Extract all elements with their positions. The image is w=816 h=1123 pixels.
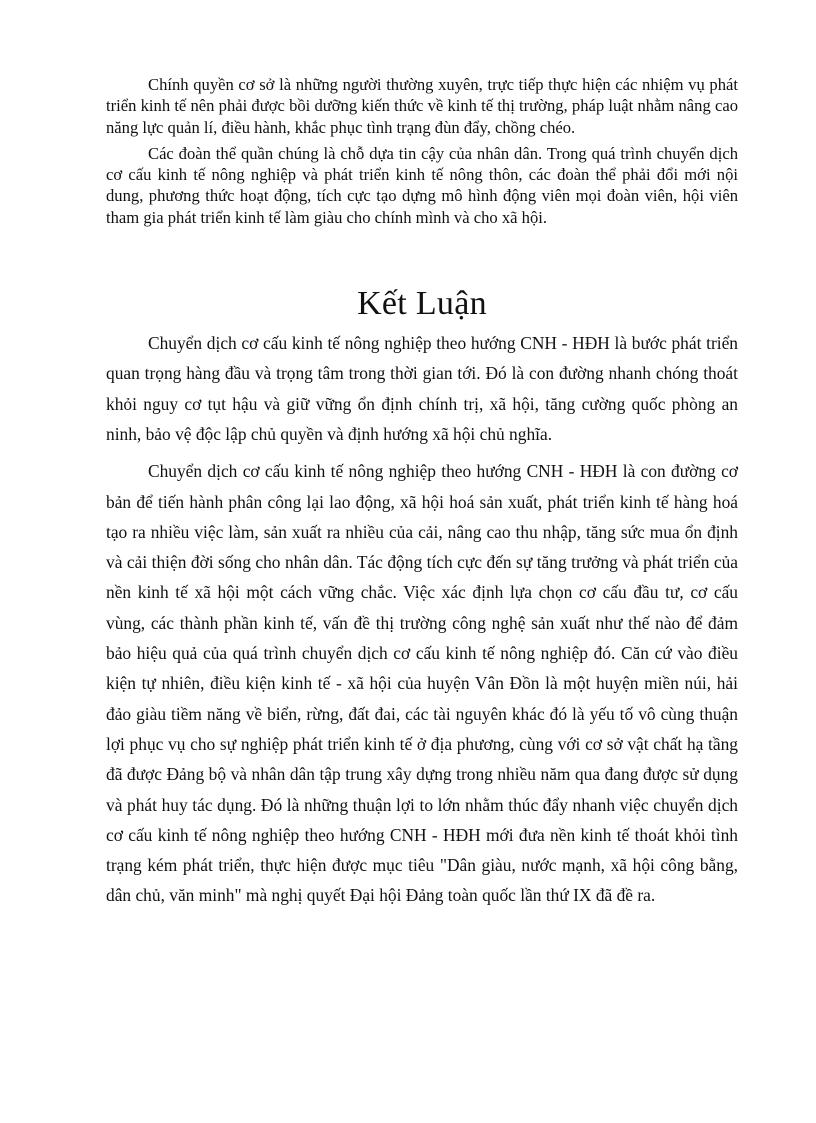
conclusion-heading: Kết Luận [357, 285, 487, 323]
paragraph-conclusion-1: Chuyển dịch cơ cấu kinh tế nông nghiệp theo hướng CNH - HĐH là bước phát triển quan trọng hàng đầu và trọng tâm trong thời gian tới. Đó là con đường nhanh chóng thoát khỏi nguy cơ tụt hậu và giữ vững ổn định chính trị, xã hội, tăng cường quốc phòng an ninh, bảo vệ độc lập chủ quyền và định hướng xã hội chủ nghĩa. [106, 333, 738, 444]
paragraph-mass-organizations: Các đoàn thể quần chúng là chỗ dựa tin cậy của nhân dân. Trong quá trình chuyển dịch cơ cấu kinh tế nông nghiệp và phát triển kinh tế nông thôn, các đoàn thể phải đổi mới nội dung, phương thức hoạt động, tích cực tạo dựng mô hình động viên mọi đoàn viên, hội viên tham gia phát triển kinh tế làm giàu cho chính mình và cho xã hội. [106, 143, 738, 227]
document-page [106, 66, 738, 911]
paragraph-conclusion-2: Chuyển dịch cơ cấu kinh tế nông nghiệp theo hướng CNH - HĐH là con đường cơ bản để tiến hành phân công lại lao động, xã hội hoá sản xuất, phát triển kinh tế hàng hoá tạo ra nhiều việc làm, sản xuất ra nhiều của cải, nâng cao thu nhập, tăng sức mua ổn định và cải thiện đời sống cho nhân dân. Tác động tích cực đến sự tăng trưởng và phát triển của nền kinh tế xã hội một cách vững chắc. Việc xác định lựa chọn cơ cấu đầu tư, cơ cấu vùng, các thành phần kinh tế, vấn đề thị trường công nghệ sản xuất như thế nào để đảm bảo hiệu quả của quá trình chuyển dịch cơ cấu kinh tế nông nghiệp đó. Căn cứ vào điều kiện tự nhiên, điều kiện kinh tế - xã hội của huyện Vân Đồn là một huyện miền núi, hải đảo giàu tiềm năng về biển, rừng, đất đai, các tài nguyên khác đó là yếu tố vô cùng thuận lợi phục vụ cho sự nghiệp phát triển kinh tế ở địa phương, cùng với cơ sở vật chất hạ tầng đã được Đảng bộ và nhân dân tập trung xây dựng trong nhiều năm qua đang được sử dụng và phát huy tác dụng. Đó là những thuận lợi to lớn nhằm thúc đẩy nhanh việc chuyển dịch cơ cấu kinh tế nông nghiệp theo hướng CNH - HĐH mới đưa nền kinh tế thoát khỏi tình trạng kém phát triển, thực hiện được mục tiêu "Dân giàu, nước mạnh, xã hội công bằng, dân chủ, văn minh" mà nghị quyết Đại hội Đảng toàn quốc lần thứ IX đã đề ra. [106, 461, 738, 906]
paragraph-local-government: Chính quyền cơ sở là những người thường xuyên, trực tiếp thực hiện các nhiệm vụ phát triển kinh tế nên phải được bồi dưỡng kiến thức về kinh tế thị trường, pháp luật nhằm nâng cao năng lực quản lí, điều hành, khắc phục tình trạng đùn đẩy, chồng chéo. [106, 75, 738, 137]
